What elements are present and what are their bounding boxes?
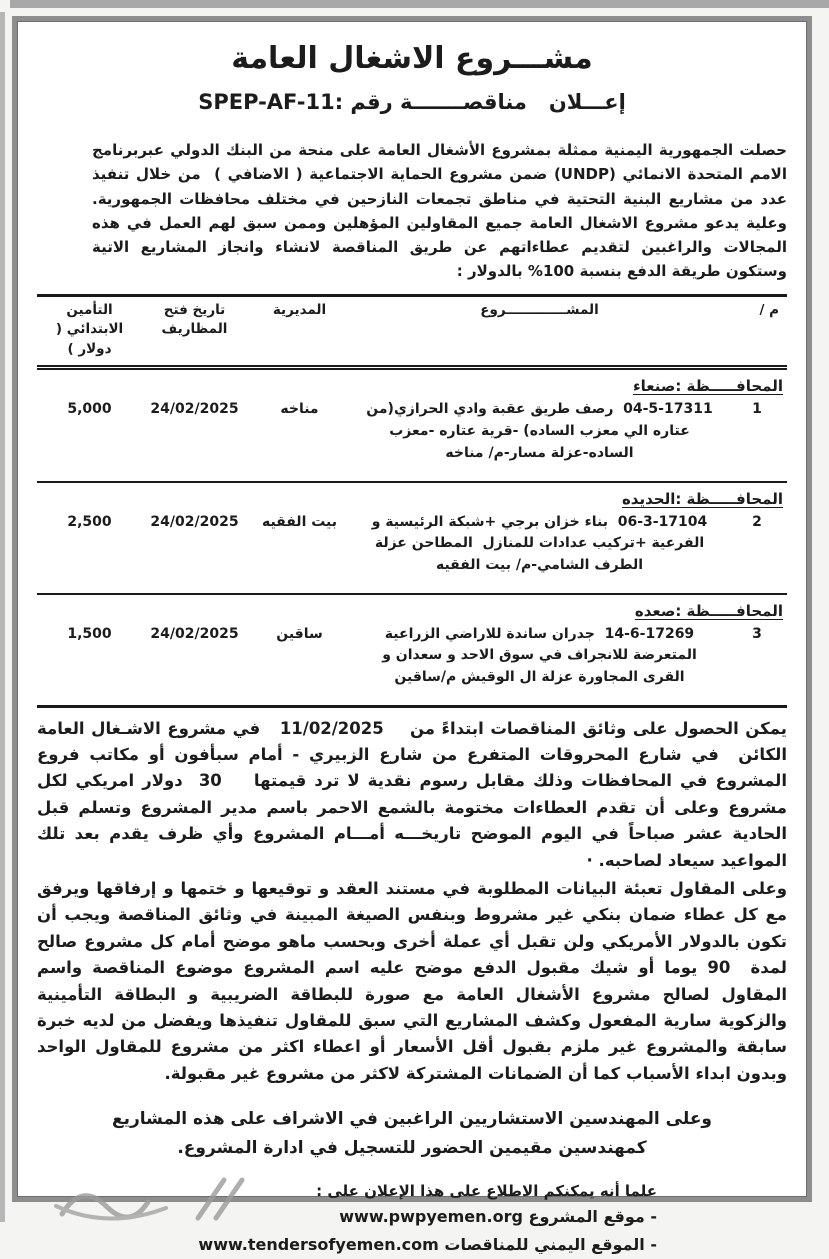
table-row (37, 397, 787, 480)
governorate-group-hodeidah (37, 481, 787, 593)
governorate-label: المحافـــــظة :الحديده (621, 489, 783, 508)
page-title: مشـــروع الاشغال العامة (231, 41, 593, 76)
row-number: 1 (752, 401, 762, 418)
district-name: ساقين (276, 625, 323, 642)
col-header-no: م / (759, 301, 779, 318)
project-website-label: - موقع المشروع (528, 1206, 657, 1226)
col-header-district: المديرية (272, 301, 327, 318)
tenders-website-line (57, 1231, 657, 1259)
document-border-frame (12, 16, 812, 1254)
tenders-table (37, 294, 787, 708)
intro-paragraph: حصلت الجمهورية اليمنية ممثلة بمشروع الأشغال العامة على منحة من البنك الدولي عبربرنامج الامم المتحدة الانمائي (UNDP) ضمن مشروع الحماية الاجتماعية ( الاضافي ) من خلال تنفيذ عدد من مشاريع البنية التحتية في مناطق تجمعات النازحين في مختلف محافظات الجمهورية. وعلية يدعو مشروع الاشغال العامة جميع المقاولين المؤهلين وممن سبق لهم العمل في هذه المجالات والراغبين لتقديم عطاءاتهم عن طريق المناقصة لانشاء وانجاز المشاريع الاتية وستكون طريقة الدفع بنسبة 100% بالدولار : (92, 141, 787, 281)
col-header-open-date: تاريخ فتح المظاريف (161, 301, 228, 338)
announcement-label: إعـــلان مناقصـــــــة رقم : (334, 90, 626, 114)
footer-note: علما أنه يمكنكم الاطلاع على هذا الإعلان على : (316, 1181, 657, 1200)
initial-insurance-amount: 5,000 (67, 401, 112, 418)
row-number: 2 (752, 513, 762, 530)
governorate-group-saada (37, 593, 787, 705)
col-header-project: المشـــــــــــــروع (480, 301, 599, 318)
district-name: بيت الفقيه (261, 513, 338, 530)
row-number: 3 (752, 625, 762, 642)
col-header-initial-insurance: التأمين الابتدائي ( دولار ) (55, 301, 124, 357)
initial-insurance-amount: 2,500 (67, 513, 112, 530)
consultants-paragraph: وعلى المهندسين الاستشاريين الراغبين في الاشراف على هذه المشاريع كمهندسين مقيمين الحضور للتسجيل في ادارة المشروع. (112, 1109, 712, 1159)
governorate-label: المحافـــــظة :صعده (634, 601, 783, 620)
project-description: 06-3-17104 بناء خزان برجي +شبكة الرئيسية و الفرعية +تركيب عدادات للمنازل المطاحن عزلة الطرف الشامي-م/ بيت الفقيه (371, 513, 708, 573)
table-header-row (37, 297, 787, 371)
envelope-open-date: 24/02/2025 (150, 625, 239, 642)
document-content (17, 21, 807, 1254)
scan-edge-line (0, 12, 5, 1222)
tenders-website-label: - الموقع اليمني للمناقصات (444, 1234, 657, 1254)
footer-links-block (37, 1179, 787, 1259)
envelope-open-date: 24/02/2025 (150, 401, 239, 418)
project-description: 04-5-17311 رصف طريق عقبة وادي الحرازي(من عتاره الي معزب الساده) -قرية عتاره -معزب الساده-عزلة مسار-م/ مناخه (366, 401, 713, 461)
project-website-url: www.pwpyemen.org (339, 1206, 523, 1226)
district-name: مناخه (280, 401, 319, 418)
project-description: 14-6-17269 جدران ساندة للاراضي الزراعية المتعرضة للانجراف في سوق الاحد و سعدان و القرى المجاورة عزلة ال الوقيش م/ساقين (382, 625, 697, 685)
governorate-label: المحافـــــظة :صنعاء (632, 377, 783, 396)
governorate-group-sanaa (37, 377, 787, 480)
documents-availability-paragraph: يمكن الحصول على وثائق المناقصات ابتداءً من 11/02/2025 في مشروع الاشـغال العامة الكائن في شارع المحروقات المتفرع من شارع الزبيري - أمام سبأفون أو مكاتب فروع المشروع في المحافظات وذلك مقابل رسوم نقدية لا ترد قيمتها 30 دولار امريكي لكل مشروع وعلى أن تقدم العطاءات مختومة بالشمع الاحمر باسم مدير المشروع وتسلم قبل الحادية عشر صباحاً في اليوم الموضح تاريخـــه أمـــام المشروع وأي ظرف يقدم بعد تلك المواعيد سيعاد لصاحبه. · (37, 718, 788, 870)
table-row (37, 622, 787, 705)
initial-insurance-amount: 1,500 (67, 625, 112, 642)
tenders-website-url: www.tendersofyemen.com (198, 1234, 439, 1254)
bid-conditions-paragraph: وعلى المقاول تعبئة البيانات المطلوبة في مستند العقد و توقيعها و ختمها و إرفاقها ويرفق مع كل عطاء ضمان بنكي غير مشروط وبنفس الصيغة المبينة في وثائق المناقصة ويجب أن تكون بالدولار الأمريكي ولن تقبل أي عملة أخرى وبحسب ماهو موضح أمام كل مشروع صالح لمدة 90 يوما أو شيك مقبول الدفع موضح عليه اسم المشروع موضوع المناقصة واسم المقاول لصالح مشروع الأشغال العامة مع صورة للبطاقة الضريبية و البطاقة التأمينية والزكوية سارية المفعول وكشف المشاريع التي سبق للمقاول تنفيذها ويفضل من لديه خبرة سابقة والمشروع غير ملزم بقبول أقل الأسعار أو اعطاء اكثر من مشروع للمقاول الواحد وبدون ابداء الأسباب كما أن الضمانات المشتركة لاكثر من مشروع غير مقبولة. (37, 879, 787, 1083)
tender-number: SPEP-AF-11 (198, 90, 335, 114)
envelope-open-date: 24/02/2025 (150, 513, 239, 530)
table-row (37, 510, 787, 593)
tender-subtitle (37, 90, 787, 114)
project-website-line (57, 1203, 657, 1231)
scan-edge-bar (10, 0, 829, 8)
